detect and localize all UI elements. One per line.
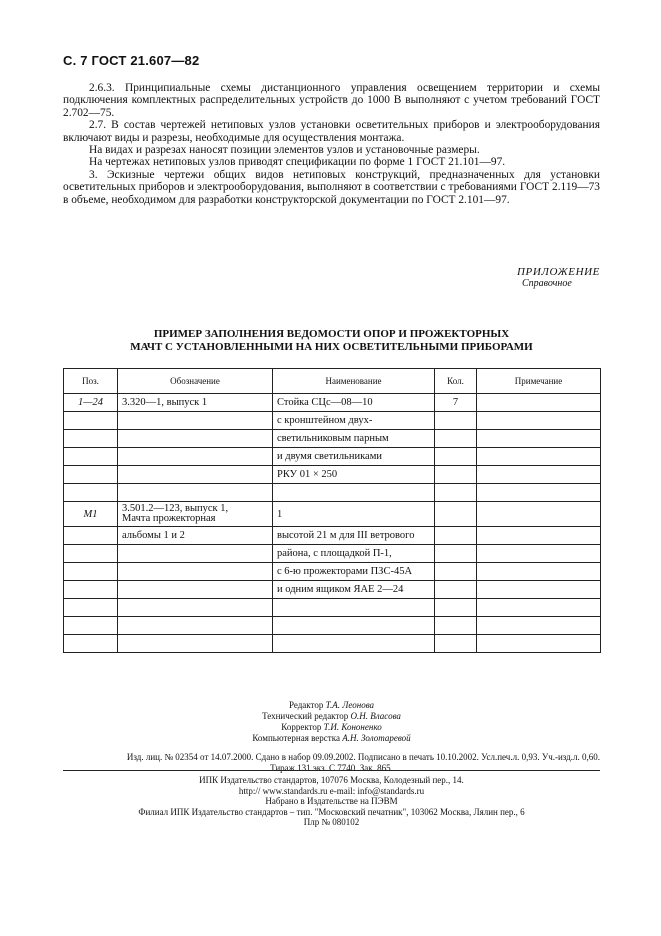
editor-line (63, 700, 600, 711)
cell-qty (435, 617, 477, 635)
table-row (64, 394, 601, 412)
cell-qty (435, 448, 477, 466)
header-qty: Кол. (435, 369, 477, 394)
table-row (64, 581, 601, 599)
layout-line (63, 733, 600, 744)
cell-note (477, 563, 601, 581)
table-row (64, 430, 601, 448)
cell-note (477, 448, 601, 466)
cell-name: района, с площадкой П-1, (273, 545, 435, 563)
cell-note (477, 635, 601, 653)
cell-pos (64, 635, 118, 653)
cell-name: высотой 21 м для III ветрового (273, 527, 435, 545)
cell-code: альбомы 1 и 2 (118, 527, 273, 545)
cell-code (118, 484, 273, 502)
cell-note (477, 617, 601, 635)
cell-qty (435, 563, 477, 581)
cell-pos (64, 412, 118, 430)
cell-note (477, 599, 601, 617)
table-row (64, 502, 601, 527)
imprint-line: Филиал ИПК Издательство стандартов – тип. "Московский печатник", 103062 Москва, Лялин пер., 6 (138, 806, 525, 817)
editor-label: Редактор (288, 700, 324, 710)
table-row (64, 412, 601, 430)
table-row (64, 635, 601, 653)
table-title-line: МАЧТ С УСТАНОВЛЕННЫМИ НА НИХ ОСВЕТИТЕЛЬНЫМИ ПРИБОРАМИ (130, 341, 533, 353)
cell-name: светильниковым парным (273, 430, 435, 448)
cell-qty (435, 527, 477, 545)
cell-note (477, 502, 601, 527)
cell-code (118, 430, 273, 448)
appendix-heading (440, 266, 600, 289)
header-name: Наименование (273, 369, 435, 394)
cell-pos: 1—24 (64, 394, 118, 412)
appendix-sublabel: Справочное (522, 278, 572, 289)
appendix-label: ПРИЛОЖЕНИЕ (517, 266, 600, 278)
cell-name: 1 (273, 502, 435, 527)
cell-qty (435, 484, 477, 502)
cell-code-line: 3.501.2—123, выпуск 1, (122, 503, 229, 514)
cell-name: Стойка СЦс—08—10 (273, 394, 435, 412)
cell-code: 3.320—1, выпуск 1 (118, 394, 273, 412)
corrector-label: Корректор (281, 722, 322, 732)
cell-pos (64, 581, 118, 599)
cell-code (118, 635, 273, 653)
tech-editor-label: Технический редактор (262, 711, 349, 721)
header-code: Обозначение (118, 369, 273, 394)
cell-pos (64, 563, 118, 581)
table-row (64, 599, 601, 617)
cell-qty (435, 466, 477, 484)
paragraph: На видах и разрезах наносят позиции элементов узлов и установочные размеры. (89, 144, 480, 157)
cell-code (118, 412, 273, 430)
table-row (64, 545, 601, 563)
cell-note (477, 394, 601, 412)
tech-editor-name: О.Н. Власова (350, 711, 401, 721)
cell-name: и одним ящиком ЯАЕ 2—24 (273, 581, 435, 599)
table-row (64, 484, 601, 502)
paragraph: 2.6.3. Принципиальные схемы дистанционного управления освещением территории и схемы подключения комплектных распределительных устройств до 1000 В выполняют с учетом требований ГОСТ 2.702—75. (63, 82, 600, 119)
page-header: С. 7 ГОСТ 21.607—82 (63, 53, 200, 68)
tech-editor-line (63, 711, 600, 722)
cell-pos (64, 484, 118, 502)
cell-pos (64, 599, 118, 617)
cell-qty: 7 (435, 394, 477, 412)
cell-code (118, 617, 273, 635)
body-text (63, 82, 600, 206)
table-row (64, 617, 601, 635)
cell-name: и двумя светильниками (273, 448, 435, 466)
table-title-line: ПРИМЕР ЗАПОЛНЕНИЯ ВЕДОМОСТИ ОПОР И ПРОЖЕКТОРНЫХ (153, 328, 510, 340)
cell-name: с кронштейном двух- (273, 412, 435, 430)
cell-code (118, 545, 273, 563)
layout-name: А.Н. Золотаревой (342, 733, 411, 743)
cell-pos: M1 (64, 502, 118, 527)
cell-name: РКУ 01 × 250 (273, 466, 435, 484)
table-row (64, 563, 601, 581)
cell-note (477, 581, 601, 599)
colophon (63, 700, 600, 774)
cell-qty (435, 635, 477, 653)
cell-note (477, 527, 601, 545)
cell-qty (435, 412, 477, 430)
cell-code (118, 581, 273, 599)
cell-code-line: Мачта прожекторная (122, 513, 216, 524)
layout-label: Компьютерная верстка (252, 733, 340, 743)
imprint-line: ИПК Издательство стандартов, 107076 Москва, Колодезный пер., 14. (199, 775, 464, 785)
cell-name (273, 617, 435, 635)
imprint-line: Набрано в Издательстве на ПЭВМ (265, 796, 398, 806)
cell-qty (435, 599, 477, 617)
cell-qty (435, 545, 477, 563)
cell-qty (435, 430, 477, 448)
supports-table (63, 368, 601, 653)
cell-code (118, 563, 273, 581)
imprint-divider (63, 770, 600, 771)
cell-name: с 6-ю прожекторами ПЗС-45А (273, 563, 435, 581)
cell-qty (435, 581, 477, 599)
editors-block (63, 700, 600, 744)
cell-pos (64, 448, 118, 466)
cell-note (477, 430, 601, 448)
imprint-line: Плр № 080102 (303, 817, 360, 827)
cell-code (118, 448, 273, 466)
header-pos: Поз. (64, 369, 118, 394)
pub-line: Тираж 131 экз. С 7740. Зак. 865. (270, 763, 393, 773)
cell-name (273, 635, 435, 653)
imprint (63, 775, 600, 828)
table-row (64, 527, 601, 545)
paragraph: 3. Эскизные чертежи общих видов нетиповых конструкций, предназначенных для установки осветительных приборов и электрооборудования, выполняют в соответствии с требованиями ГОСТ 2.119—73 в объеме, необходимом для разработки конструкторской документации по ГОСТ 2.101—97. (63, 168, 600, 206)
cell-code (118, 502, 273, 527)
cell-pos (64, 527, 118, 545)
imprint-line: http:// www.standards.ru e-mail: info@standards.ru (238, 785, 425, 796)
cell-pos (64, 545, 118, 563)
editor-name: Т.А. Леонова (325, 700, 375, 710)
cell-pos (64, 617, 118, 635)
table-header-row (64, 369, 601, 394)
paragraph: На чертежах нетиповых узлов приводят спецификации по форме 1 ГОСТ 21.101—97. (89, 156, 506, 169)
cell-note (477, 545, 601, 563)
paragraph: 2.7. В состав чертежей нетиповых узлов установки осветительных приборов и электрооборудования включают виды и разрезы, необходимые для осуществления монтажа. (63, 119, 600, 144)
table-title (63, 328, 600, 354)
cell-code (118, 599, 273, 617)
cell-pos (64, 430, 118, 448)
corrector-line (63, 722, 600, 733)
corrector-name: Т.И. Кононенко (323, 722, 382, 732)
cell-name (273, 484, 435, 502)
cell-code (118, 466, 273, 484)
cell-note (477, 484, 601, 502)
cell-name (273, 599, 435, 617)
pub-line: Изд. лиц. № 02354 от 14.07.2000. Сдано в набор 09.09.2002. Подписано в печать 10.10.2002. Усл.печ.л. 0,93. Уч.-изд.л. 0,60. (126, 752, 600, 762)
cell-qty (435, 502, 477, 527)
header-note: Примечание (477, 369, 601, 394)
cell-note (477, 412, 601, 430)
cell-pos (64, 466, 118, 484)
table-row (64, 448, 601, 466)
cell-note (477, 466, 601, 484)
table-row (64, 466, 601, 484)
